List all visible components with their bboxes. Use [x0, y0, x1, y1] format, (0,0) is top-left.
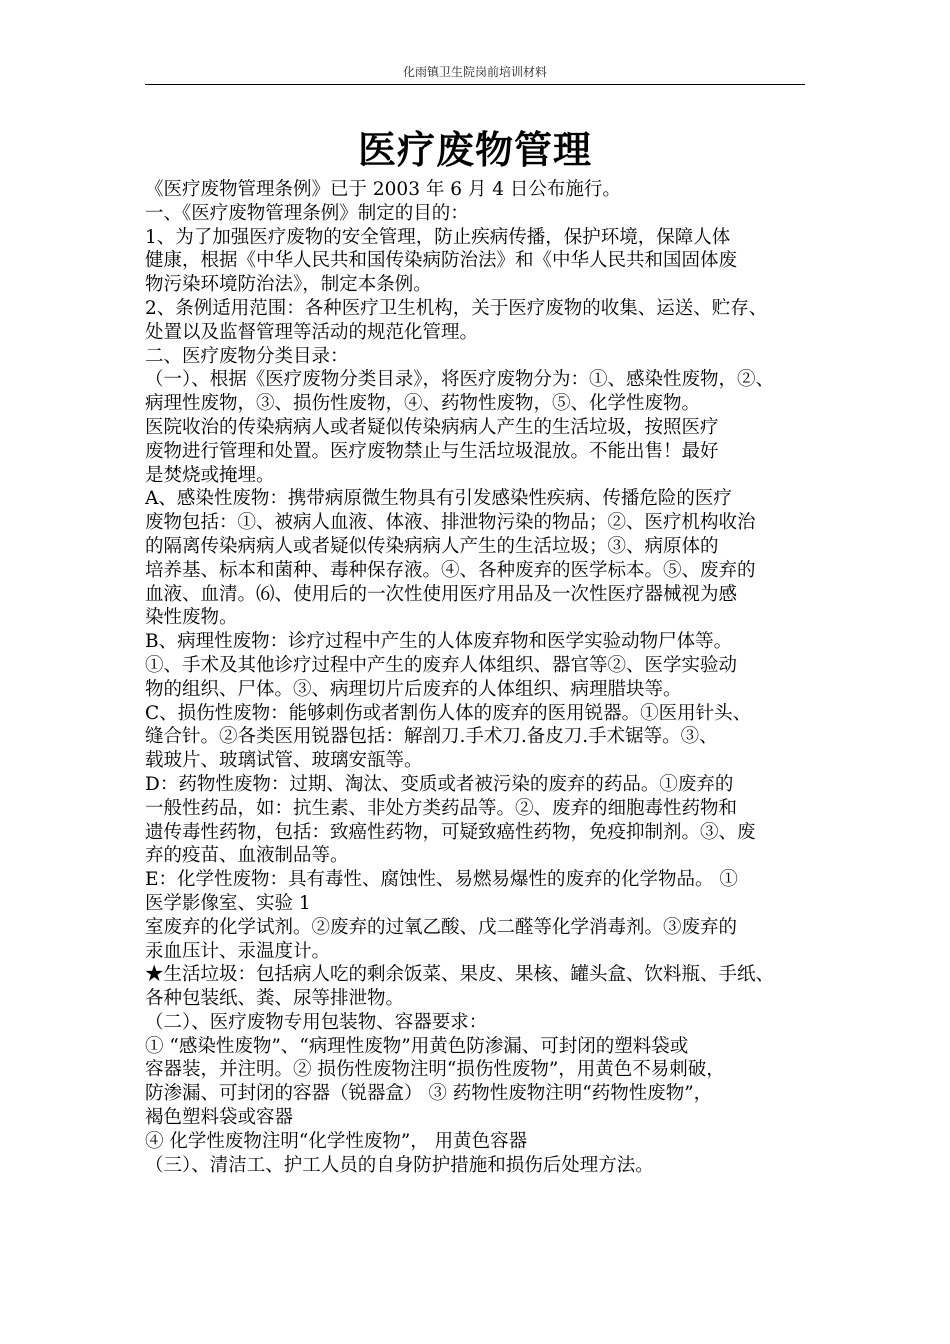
body-text-line: 健康，根据《中华人民共和国传染病防治法》和《中华人民共和国固体废 [145, 250, 738, 272]
body-text-line: 遗传毒性药物，包括：致癌性药物，可疑致癌性药物，免疫抑制剂。③、废 [145, 821, 756, 843]
body-text-line: （二）、医疗废物专用包装物、容器要求： [145, 1011, 488, 1033]
body-text-line: 处置以及监督管理等活动的规范化管理。 [145, 321, 479, 343]
body-text-line: A、感染性废物：携带病原微生物具有引发感染性疾病、传播危险的医疗 [145, 488, 732, 510]
body-text-line: 各种包装纸、粪、尿等排泄物。 [145, 988, 405, 1010]
body-text-line: 废物进行管理和处置。医疗废物禁止与生活垃圾混放。不能出售！最好 [145, 440, 719, 462]
body-text-line: 《医疗废物管理条例》已于 2003 年 6 月 4 日公布施行。 [145, 179, 621, 200]
document-title: 医疗废物管理 [357, 127, 592, 172]
body-text-line: C、损伤性废物：能够刺伤或者割伤人体的废弃的医用锐器。①医用针头、 [145, 702, 752, 724]
body-text-line: 1、为了加强医疗废物的安全管理，防止疾病传播，保护环境，保障人体 [145, 226, 731, 248]
body-text-line: 汞血压计、汞温度计。 [145, 940, 331, 962]
body-text-line: 染性废物。 [145, 607, 238, 629]
body-text-line: 病理性废物，③、损伤性废物，④、药物性废物，⑤、化学性废物。 [145, 393, 701, 415]
body-text-line: 物的组织、尸体。③、病理切片后废弃的人体组织、病理腊块等。 [145, 678, 682, 700]
header-divider [145, 84, 805, 85]
body-text-line: 血液、血清。⑹、使用后的一次性使用医疗用品及一次性医疗器械视为感 [145, 583, 738, 605]
body-text-line: 二、医疗废物分类目录： [145, 345, 349, 367]
body-text-line: （一）、根据《医疗废物分类目录》，将医疗废物分为：①、感染性废物，②、 [145, 369, 775, 391]
body-text-line: 褐色塑料袋或容器 [145, 1107, 294, 1129]
body-text-line: 物污染环境防治法》，制定本条例。 [145, 274, 432, 296]
body-text-line: 室废弃的化学试剂。②废弃的过氧乙酸、戊二醛等化学消毒剂。③废弃的 [145, 916, 738, 938]
body-text-line: ④ 化学性废物注明“化学性废物”， 用黄色容器 [145, 1130, 528, 1152]
body-text-line: ① “感染性废物”、“病理性废物”用黄色防渗漏、可封闭的塑料袋或 [145, 1035, 689, 1057]
body-text-line: ①、手术及其他诊疗过程中产生的废弃人体组织、器官等②、医学实验动 [145, 654, 738, 676]
body-text-line: 弃的疫苗、血液制品等。 [145, 845, 349, 867]
body-text-line: 废物包括：①、被病人血液、体液、排泄物污染的物品；②、医疗机构收治 [145, 512, 756, 534]
body-text-line: 培养基、标本和菌种、毒种保存液。④、各种废弃的医学标本。⑤、废弃的 [145, 559, 756, 581]
body-text-line: 一般性药品，如：抗生素、非处方类药品等。②、废弃的细胞毒性药物和 [145, 797, 738, 819]
page-header: 化雨镇卫生院岗前培训材料 [402, 65, 547, 79]
body-text-line: D：药物性废物：过期、淘汰、变质或者被污染的废弃的药品。①废弃的 [145, 773, 734, 795]
body-text-line: 医院收治的传染病病人或者疑似传染病病人产生的生活垃圾，按照医疗 [145, 416, 719, 438]
body-text-line: ★生活垃圾：包括病人吃的剩余饭菜、果皮、果核、罐头盒、饮料瓶、手纸、 [145, 964, 775, 986]
body-text-line: 医学影像室、实验 1 [145, 892, 311, 914]
body-text-line: 防渗漏、可封闭的容器（锐器盒） ③ 药物性废物注明“药物性废物”， [145, 1083, 713, 1105]
body-text-line: 缝合针。②各类医用锐器包括：解剖刀.手术刀.备皮刀.手术锯等。③、 [145, 726, 718, 748]
body-text-line: 一、《医疗废物管理条例》制定的目的： [145, 202, 469, 224]
document-body [145, 178, 810, 1177]
body-text-line: B、病理性废物：诊疗过程中产生的人体废弃物和医学实验动物尸体等。 [145, 631, 733, 653]
body-text-line: 是焚烧或掩埋。 [145, 464, 275, 486]
body-text-line: （三）、清洁工、护工人员的自身防护措施和损伤后处理方法。 [145, 1154, 654, 1176]
body-text-line: 容器装，并注明。② 损伤性废物注明“损伤性废物”，用黄色不易刺破， [145, 1059, 725, 1081]
body-text-line: 载玻片、玻璃试管、玻璃安瓿等。 [145, 750, 423, 772]
body-text-line: 的隔离传染病病人或者疑似传染病病人产生的生活垃圾；③、病原体的 [145, 535, 719, 557]
body-text-line: E：化学性废物：具有毒性、腐蚀性、易燃易爆性的废弃的化学物品。 ① [145, 869, 738, 891]
body-text-line: 2、条例适用范围：各种医疗卫生机构，关于医疗废物的收集、运送、贮存、 [145, 297, 768, 319]
